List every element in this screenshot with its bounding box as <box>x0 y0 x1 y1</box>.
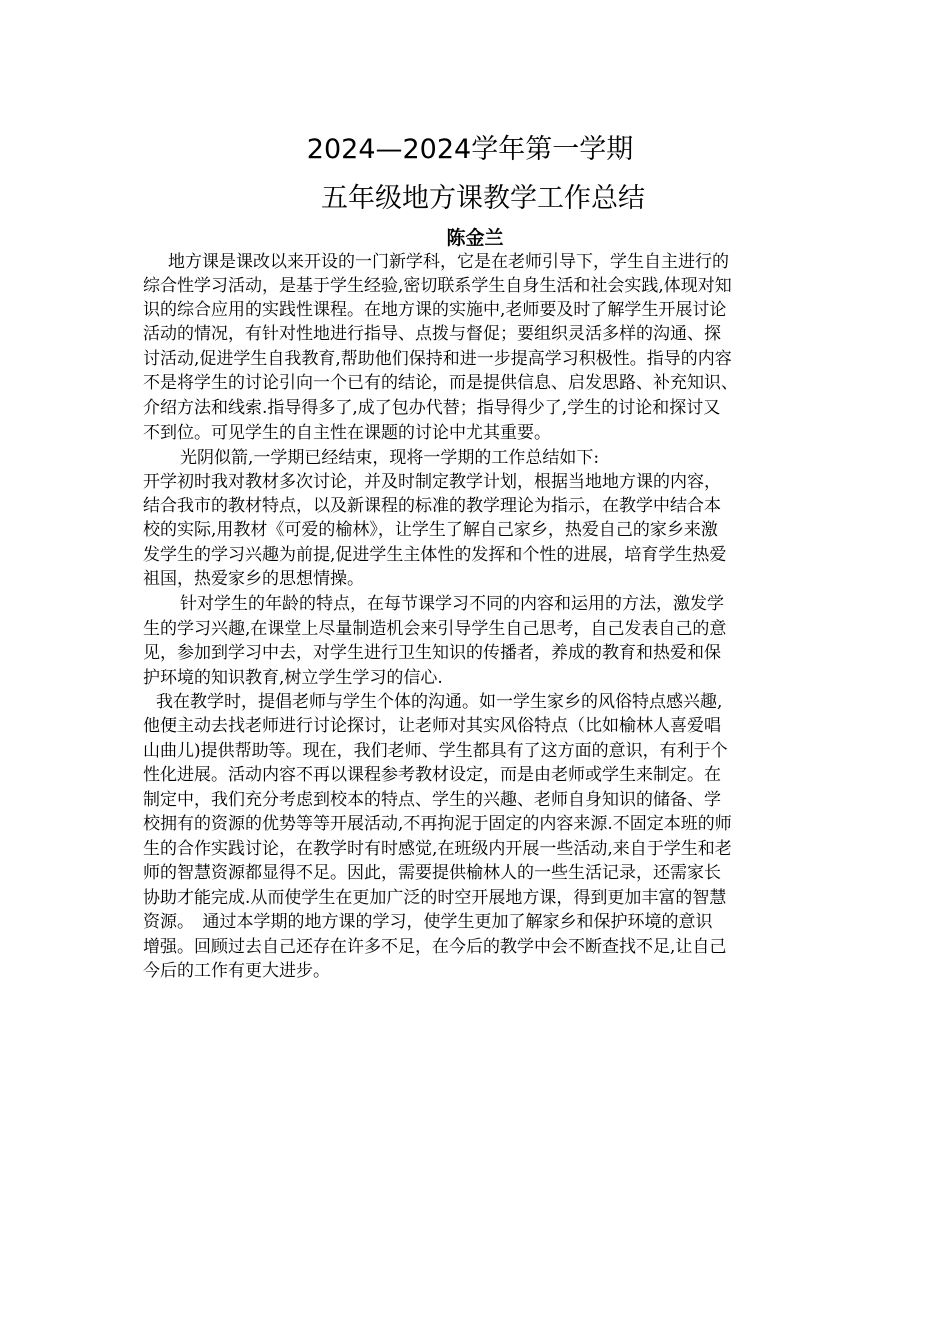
paragraph-5-line-11: 增强。回顾过去自己还存在许多不足，在今后的教学中会不断查找不足,让自己 <box>143 937 727 957</box>
paragraph-5-line-2: 他便主动去找老师进行讨论探讨，让老师对其实风俗特点（比如榆林人喜爱唱 <box>143 716 721 736</box>
paragraph-3-line-4: 发学生的学习兴趣为前提,促进学生主体性的发挥和个性的进展，培育学生热爱 <box>143 545 727 565</box>
paragraph-4-line-3: 见，参加到学习中去，对学生进行卫生知识的传播者，养成的教育和热爱和保 <box>143 643 721 663</box>
paragraph-3-line-3: 校的实际,用教材《可爱的榆林》，让学生了解自己家乡，热爱自己的家乡来激 <box>143 520 718 540</box>
paragraph-5-line-5: 制定中，我们充分考虑到校本的特点、学生的兴趣、老师自身知识的储备、学 <box>143 790 721 810</box>
paragraph-5-line-1: 我在教学时，提倡老师与学生个体的沟通。如一学生家乡的风俗特点感兴趣, <box>156 692 723 712</box>
paragraph-1-line-4: 活动的情况，有针对性地进行指导、点拨与督促；要组织灵活多样的沟通、探 <box>143 324 721 344</box>
paragraph-5-line-6: 校拥有的资源的优势等等开展活动,不再拘泥于固定的内容来源.不固定本班的师 <box>143 814 732 834</box>
paragraph-5-line-8: 师的智慧资源都显得不足。因此，需要提供榆林人的一些生活记录，还需家长 <box>143 863 721 883</box>
paragraph-1-line-2: 综合性学习活动，是基于学生经验,密切联系学生自身生活和社会实践,体现对知 <box>143 276 732 296</box>
paragraph-5-line-4: 性化进展。活动内容不再以课程参考教材设定，而是由老师或学生来制定。在 <box>143 765 721 785</box>
document-title-main: 五年级地方课教学工作总结 <box>321 183 645 214</box>
paragraph-3-line-1: 开学初时我对教材多次讨论，并及时制定教学计划，根据当地地方课的内容， <box>143 472 721 492</box>
paragraph-4-line-4: 护环境的知识教育,树立学生学习的信心. <box>143 668 443 688</box>
paragraph-5-line-9: 协助才能完成.从而使学生在更加广泛的时空开展地方课，得到更加丰富的智慧 <box>143 888 727 908</box>
paragraph-5-line-12: 今后的工作有更大进步。 <box>143 961 330 981</box>
paragraph-1-line-3: 识的综合应用的实践性课程。在地方课的实施中,老师要及时了解学生开展讨论 <box>143 300 727 320</box>
paragraph-1-line-1: 地方课是课改以来开设的一门新学科，它是在老师引导下，学生自主进行的 <box>168 252 729 272</box>
paragraph-1-line-8: 不到位。可见学生的自主性在课题的讨论中尤其重要。 <box>143 423 551 443</box>
paragraph-5-line-3: 山曲儿)提供帮助等。现在，我们老师、学生都具有了这方面的意识，有利于个 <box>143 741 728 761</box>
document-title-term: 2024—2024学年第一学期 <box>306 134 634 165</box>
paragraph-4-line-1: 针对学生的年龄的特点，在每节课学习不同的内容和运用的方法，激发学 <box>180 594 724 614</box>
paragraph-1-line-7: 介绍方法和线索.指导得多了,成了包办代替；指导得少了,学生的讨论和探讨又 <box>143 398 721 418</box>
author-name: 陈金兰 <box>446 227 504 249</box>
paragraph-3-line-5: 祖国，热爱家乡的思想情操。 <box>143 569 364 589</box>
paragraph-1-line-6: 不是将学生的讨论引向一个已有的结论，而是提供信息、启发思路、补充知识、 <box>143 373 738 393</box>
paragraph-5-line-10: 资源。 通过本学期的地方课的学习，使学生更加了解家乡和保护环境的意识 <box>143 912 713 932</box>
paragraph-1-line-5: 讨活动,促进学生自我教育,帮助他们保持和进一步提高学习积极性。指导的内容 <box>143 349 732 369</box>
paragraph-2-line-1: 光阴似箭,一学期已经结束，现将一学期的工作总结如下: <box>180 448 600 468</box>
paragraph-5-line-7: 生的合作实践讨论，在教学时有时感觉,在班级内开展一些活动,来自于学生和老 <box>143 839 732 859</box>
paragraph-4-line-2: 生的学习兴趣,在课堂上尽量制造机会来引导学生自己思考，自己发表自己的意 <box>143 619 727 639</box>
paragraph-3-line-2: 结合我市的教材特点，以及新课程的标准的教学理论为指示，在教学中结合本 <box>143 496 721 516</box>
